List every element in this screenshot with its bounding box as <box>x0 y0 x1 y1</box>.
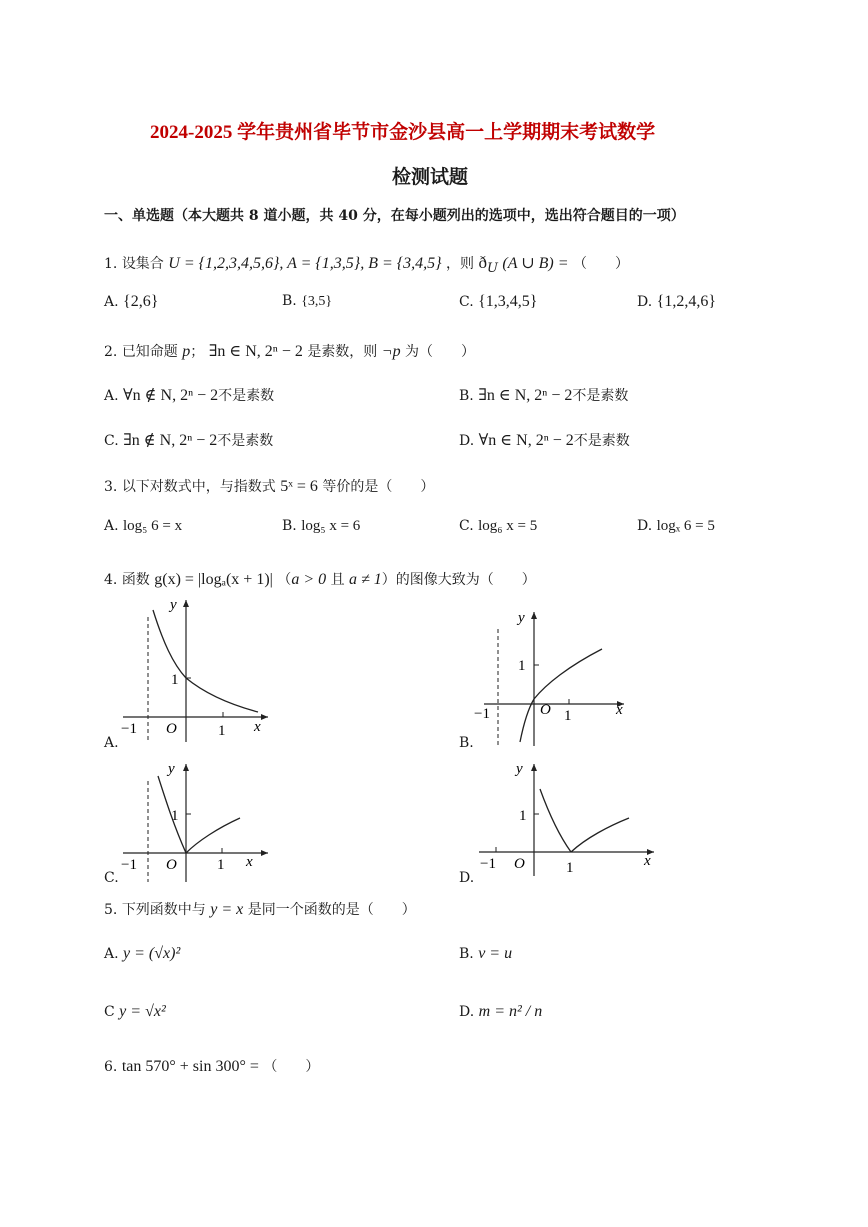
math-symbol: ¬p <box>381 343 401 360</box>
option-label: A. <box>104 294 119 310</box>
option-text: 不是素数 <box>572 388 629 404</box>
answer-paren: （ ） <box>572 256 629 272</box>
x-tick-label: 1 <box>217 857 225 873</box>
y-tick-label: 1 <box>171 808 179 824</box>
question-text: 设集合 <box>121 256 164 272</box>
option-a[interactable] <box>104 945 180 963</box>
x-neg-label: −1 <box>474 706 490 722</box>
option-a-label[interactable]: A. <box>104 735 119 751</box>
option-b[interactable] <box>282 518 360 535</box>
question-number: 2. <box>104 344 118 360</box>
option-math: y = (√x)² <box>123 945 181 962</box>
x-neg-label: −1 <box>121 721 137 737</box>
option-math: ∀n ∈ N, 2ⁿ − 2 <box>478 432 574 449</box>
option-label: A. <box>104 388 119 404</box>
math-expression: g(x) = |logₐ(x + 1)| <box>154 571 273 588</box>
question-1 <box>104 253 629 276</box>
y-tick-label: 1 <box>171 672 179 688</box>
x-tick-label: 1 <box>566 860 574 876</box>
subscript: U <box>486 260 498 276</box>
function-curve-right <box>571 818 629 852</box>
option-math: log₆ x = 5 <box>478 518 538 534</box>
y-tick-label: 1 <box>519 808 527 824</box>
y-label: y <box>518 610 525 626</box>
x-tick-label: 1 <box>564 708 572 724</box>
option-label: A. <box>104 946 119 962</box>
option-math: log₅ 6 = x <box>123 518 183 534</box>
y-axis-arrow <box>531 764 537 771</box>
option-math: {3,5} <box>301 294 333 309</box>
option-b-label[interactable]: B. <box>459 735 474 751</box>
function-curve-left <box>540 789 571 852</box>
option-text: 不是素数 <box>218 388 275 404</box>
y-label: y <box>170 597 177 613</box>
x-label: x <box>616 702 623 718</box>
graph-b[interactable] <box>474 604 634 749</box>
question-text: 函数 <box>121 572 150 588</box>
x-neg-label: −1 <box>480 856 496 872</box>
math-symbol: p <box>182 343 191 360</box>
option-c-label[interactable]: C. <box>104 870 119 886</box>
option-a[interactable] <box>104 385 274 405</box>
y-label: y <box>168 761 175 777</box>
option-c[interactable] <box>104 1003 166 1021</box>
origin-label: O <box>166 721 177 737</box>
option-b[interactable] <box>282 293 332 310</box>
origin-label: O <box>514 856 525 872</box>
option-b[interactable] <box>459 385 628 405</box>
question-2 <box>104 341 475 361</box>
option-math: ∃n ∉ N, 2ⁿ − 2 <box>123 432 218 449</box>
option-label: C. <box>459 518 474 534</box>
x-axis-arrow <box>261 850 268 856</box>
x-neg-label: −1 <box>121 857 137 873</box>
option-math: {2,6} <box>123 293 159 310</box>
math-expression: y = x <box>210 901 244 918</box>
option-math: logₓ 6 = 5 <box>656 518 715 534</box>
option-label: C. <box>104 433 119 449</box>
x-axis-arrow <box>261 714 268 720</box>
option-label: D. <box>459 1004 475 1020</box>
math-expression: tan 570° + sin 300° = <box>121 1058 259 1075</box>
option-label: B. <box>459 946 474 962</box>
math-expression: 5ˣ = 6 <box>280 478 318 495</box>
option-text: 不是素数 <box>217 433 274 449</box>
option-math: y = √x² <box>119 1003 166 1020</box>
option-c[interactable] <box>104 430 273 450</box>
option-d-label[interactable]: D. <box>459 870 475 886</box>
question-number: 6. <box>104 1059 118 1075</box>
math-expression: U = {1,2,3,4,5,6}, A = {1,3,5}, B = {3,4,5} <box>168 255 442 272</box>
graph-c[interactable] <box>118 756 278 886</box>
option-math: ∀n ∉ N, 2ⁿ − 2 <box>123 387 219 404</box>
math-expression: (A ∪ B) = <box>502 255 569 272</box>
x-label: x <box>644 853 651 869</box>
page-subtitle: 检测试题 <box>392 167 469 188</box>
option-a[interactable] <box>104 293 158 311</box>
y-axis-arrow <box>531 612 537 619</box>
question-text: 且 <box>330 572 345 588</box>
option-b[interactable] <box>459 945 512 963</box>
option-label: C <box>104 1004 115 1020</box>
function-curve <box>520 649 602 742</box>
option-label: D. <box>459 433 475 449</box>
graph-a[interactable] <box>118 592 278 752</box>
question-text: ； <box>190 344 205 360</box>
y-axis-arrow <box>183 600 189 607</box>
option-label: D. <box>637 294 653 310</box>
x-tick-label: 1 <box>218 723 226 739</box>
option-label: B. <box>282 518 297 534</box>
option-label: B. <box>282 293 297 309</box>
question-number: 4. <box>104 572 118 588</box>
option-label: C. <box>459 294 474 310</box>
option-math: m = n² / n <box>478 1003 543 1020</box>
graph-d[interactable] <box>474 756 664 881</box>
question-number: 1. <box>104 256 118 272</box>
option-d[interactable] <box>637 293 716 311</box>
x-label: x <box>246 854 253 870</box>
question-text: 等价的是（ ） <box>322 479 435 495</box>
question-number: 3. <box>104 479 118 495</box>
option-label: A. <box>104 518 119 534</box>
option-c[interactable] <box>459 518 537 535</box>
page-title: 2024-2025 学年贵州省毕节市金沙县高一上学期期末考试数学 <box>150 122 656 143</box>
option-d[interactable] <box>459 1003 542 1021</box>
question-3 <box>104 476 434 496</box>
question-text: 是同一个函数的是（ ） <box>247 902 416 918</box>
question-number: 5. <box>104 902 118 918</box>
origin-label: O <box>166 857 177 873</box>
option-d[interactable] <box>459 430 630 450</box>
option-label: D. <box>637 518 653 534</box>
question-6 <box>104 1056 319 1076</box>
origin-label: O <box>540 702 551 718</box>
section-heading: 一、单选题（本大题共 8 道小题，共 40 分，在每小题列出的选项中，选出符合题目的一项） <box>104 208 685 224</box>
question-text: 下列函数中与 <box>121 902 206 918</box>
function-curve-right <box>186 818 240 853</box>
question-5 <box>104 899 416 919</box>
y-tick-label: 1 <box>518 658 526 674</box>
option-d[interactable] <box>637 518 715 535</box>
answer-paren: （ ） <box>263 1059 320 1075</box>
math-condition: a ≠ 1 <box>349 571 382 588</box>
question-text: 是素数，则 <box>307 344 378 360</box>
option-c[interactable] <box>459 293 537 311</box>
option-a[interactable] <box>104 518 182 535</box>
option-math: {1,2,4,6} <box>656 293 716 310</box>
option-math: log₅ x = 6 <box>301 518 361 534</box>
option-text: 不是素数 <box>573 433 630 449</box>
option-math: {1,3,4,5} <box>478 293 538 310</box>
y-label: y <box>516 761 523 777</box>
complement-symbol: ð <box>478 253 487 272</box>
option-label: B. <box>459 388 474 404</box>
question-4: 4. 函数 g(x) = |logₐ(x + 1)| （a > 0 且 a ≠ 1）的图像大致为（ ） <box>104 571 536 588</box>
y-axis-arrow <box>183 764 189 771</box>
math-expression: ∃n ∈ N, 2ⁿ − 2 <box>208 343 303 360</box>
question-text: 为（ ） <box>405 344 476 360</box>
option-math: v = u <box>478 945 513 962</box>
math-condition: a > 0 <box>291 571 327 588</box>
option-math: ∃n ∈ N, 2ⁿ − 2 <box>478 387 573 404</box>
question-text: ，则 <box>446 256 475 272</box>
question-text: 的图像大致为（ ） <box>395 572 536 588</box>
question-text: 以下对数式中，与指数式 <box>121 479 276 495</box>
question-text: 已知命题 <box>121 344 178 360</box>
x-label: x <box>254 719 261 735</box>
function-curve <box>153 610 258 712</box>
